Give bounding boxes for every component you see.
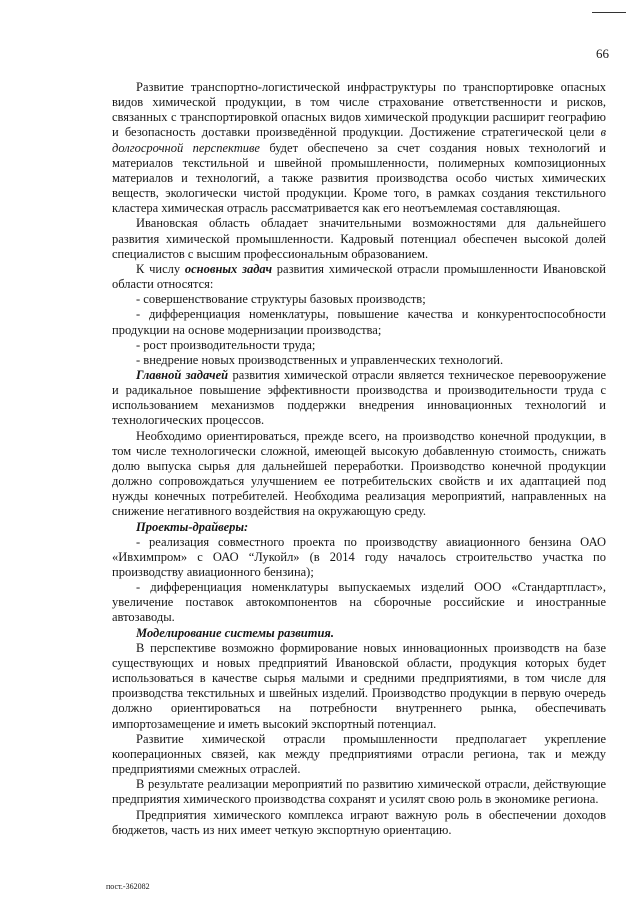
emphasis-primary-task: Главной задачей (136, 367, 229, 382)
paragraph-region-potential: Ивановская область обладает значительными возможностями для дальнейшего развития химической промышленности. Кадровый потенциал обеспечен высокой долей специалистов с высшим профессиональным образованием. (112, 216, 606, 261)
paragraph-innovation: В перспективе возможно формирование новых инновационных производств на базе существующих и новых предприятий Ивановской области, продукция которых будет использоваться в качестве сырья малыми и средними предприятиями, в том числе для производства текстильных и швейных изделий. Производство продукции в первую очередь должно ориентироваться на потребности внутреннего рынка, обеспечивать импортозамещение и иметь высокий экспортный потенциал. (112, 640, 606, 731)
paragraph-budget: Предприятия химического комплекса играют важную роль в обеспечении доходов бюджетов, часть из них имеет четкую экспортную ориентацию. (112, 807, 606, 837)
paragraph-cooperation: Развитие химической отрасли промышленности предполагает укрепление кооперационных связей, как между предприятиями отрасли региона, так и между предприятиями смежных отраслей. (112, 731, 606, 777)
emphasis-long-term: в долгосрочной перспективе (112, 125, 606, 155)
list-item-task: - внедрение новых производственных и управленческих технологий. (136, 352, 504, 367)
top-rule (592, 12, 626, 13)
list-item-task: - рост производительности труда; (136, 337, 316, 352)
paragraph-final-products: Необходимо ориентироваться, прежде всего, на производство конечной продукции, в том числе технологически сложной, имеющей высокую добавленную стоимость, снижать долю выпуска сырья для дальнейшей переработки. Производство конечной продукции должно сопровождаться улучшением ее потребительских свойств и их адаптацией под нужды конечных потребителей. Необходима реализация мероприятий, направленных на снижение негативного воздействия на окружающую среду. (112, 428, 606, 519)
list-item-task: - совершенствование структуры базовых производств; (136, 292, 426, 307)
paragraph-results: В результате реализации мероприятий по развитию химической отрасли, действующие предприятия химического производства сохранят и усилят свою роль в экономике региона. (112, 777, 606, 807)
heading-driver-projects: Проекты-драйверы: (136, 519, 249, 534)
paragraph-main-tasks (112, 262, 606, 292)
paragraph-text: К числу (136, 261, 185, 276)
paragraph-text: развития химической отрасли является техническое перевооружение и радикальное повышение эффективности производства и производительности труда с использованием механизмов поддержки внедрения инновационных технологий и технологических процессов. (112, 367, 606, 428)
paragraph-text: развития химической отрасли промышленности Ивановской области относятся: (112, 261, 606, 292)
heading-system-modeling: Моделирование системы развития. (136, 625, 334, 640)
body-text (112, 80, 606, 838)
list-item-task: - дифференциация номенклатуры, повышение качества и конкурентоспособности продукции на основе модернизации производства; (112, 307, 606, 337)
list-item-project: - реализация совместного проекта по производству авиационного бензина ОАО «Ивхимпром» с ОАО “Лукойл» (в 2014 году началось строительство участка по производству авиационного бензина); (112, 534, 606, 579)
paragraph-text: будет обеспечено за счет создания новых технологий и материалов текстильной и швейной промышленности, полимерных композиционных материалов и технологий, а также развития производства особо чистых химических веществ, экологически чистой продукции. Кроме того, в рамках создания текстильного кластера химическая отрасль рассматривается как его неотъемлемая составляющая. (112, 140, 606, 216)
footer-code: пост.-362082 (106, 882, 150, 891)
paragraph-primary-task (112, 368, 606, 429)
list-item-project: - дифференциация номенклатуры выпускаемых изделий ООО «Стандартпласт», увеличение поставок автокомпонентов на сборочные российские и иностранные автозаводы. (112, 580, 606, 625)
paragraph-text: Развитие транспортно-логистической инфраструктуры по транспортировке опасных видов химической продукции, в том числе страхование ответственности и рисков, связанных с транспортировкой опасных видов химической продукции расширит географию и безопасность доставки произведённой продукции. Достижение стратегической цели (112, 80, 606, 140)
page-number: 66 (596, 46, 609, 61)
emphasis-main-tasks: основных задач (184, 261, 273, 276)
paragraph-logistics (112, 80, 606, 216)
